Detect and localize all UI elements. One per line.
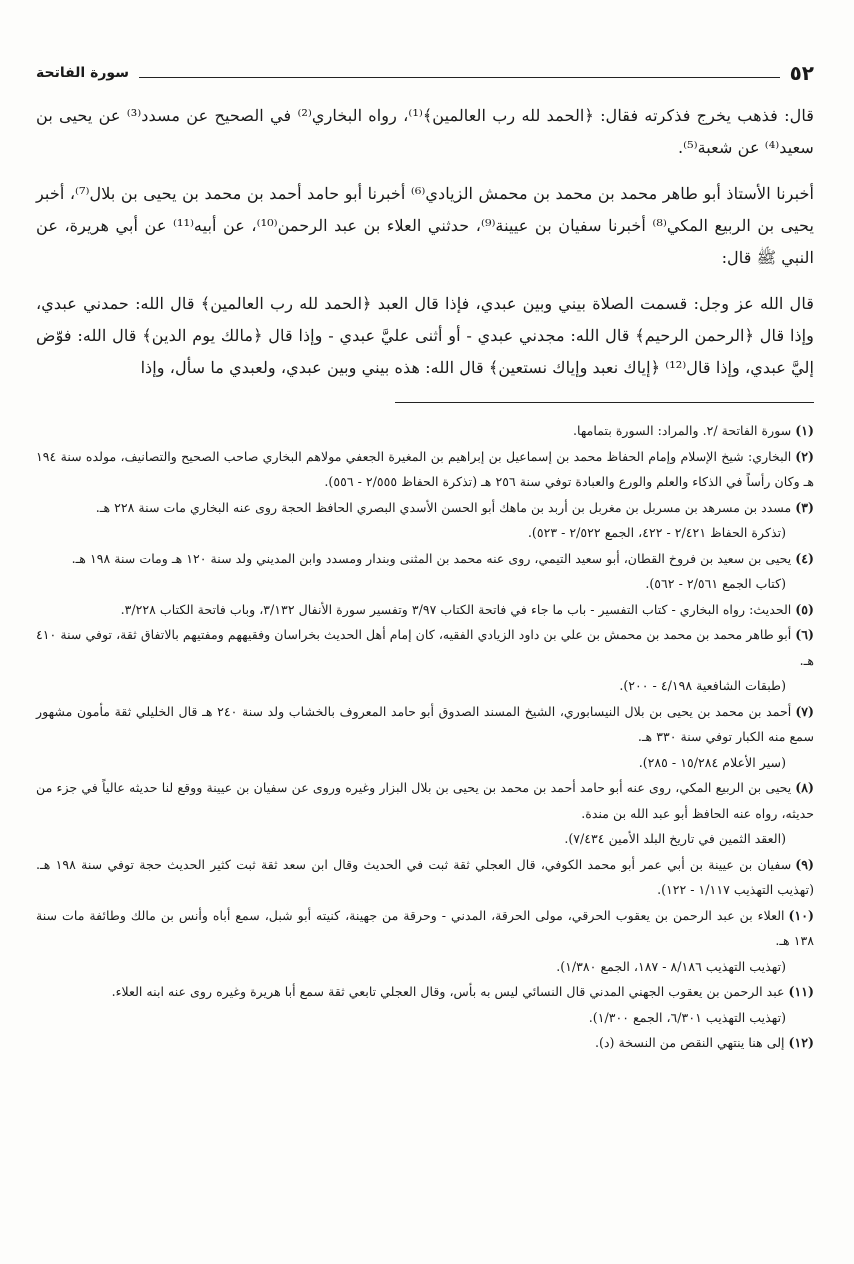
footnote-4 <box>36 546 814 572</box>
footnote-number: (٥) <box>795 601 814 617</box>
footnote-source: (تهذيب التهذيب ٦/٣٠١، الجمع ١/٣٠٠). <box>588 1009 786 1025</box>
footnote-number: (٩) <box>795 856 814 872</box>
footnote-number: (١٢) <box>788 1035 814 1050</box>
footnote-source: (طبقات الشافعية ٤/١٩٨ - ٢٠٠). <box>619 678 786 693</box>
footnote-source: (تهذيب التهذيب ٨/١٨٦ - ١٨٧، الجمع ١/٣٨٠). <box>556 958 786 974</box>
footnote-number: (١) <box>795 423 814 438</box>
footnote-number: (٨) <box>795 780 814 795</box>
footnote-text: عبد الرحمن بن يعقوب الجهني المدني قال النسائي ليس به بأس، وقال العجلي تابعي ثقة سمع أبا هريرة وغيره روى عنه ابنه العلاء. <box>111 984 785 999</box>
footnote-number: (١٠) <box>788 907 814 923</box>
footnote-text: مسدد بن مسرهد بن مسربل بن مغربل بن أربد بن ماهك أبو الحسن الأسدي البصري الحافظ الحجة روى عنه البخاري مات سنة ٢٢٨ هـ. <box>95 499 792 515</box>
footnote-1 <box>36 418 814 444</box>
footnote-text: يحيى بن الربيع المكي، روى عنه أبو حامد أحمد بن محمد بن يحيى بن بلال البزار وغيره وروى عن سفيان بن عيينة ووقع لنا حديثه عالياً في جزء من حديثه، رواه عنه الحافظ أبو عبد الله بن مندة. <box>36 780 814 821</box>
running-title: سورة الفاتحة <box>36 65 129 81</box>
footnote-number: (٢) <box>795 448 814 464</box>
footnote-12 <box>36 1030 814 1056</box>
header-rule <box>139 77 780 78</box>
footnote-source: (تذكرة الحفاظ ٢/٤٢١ - ٤٢٢، الجمع ٢/٥٢٢ - ٥٢٣). <box>527 525 786 540</box>
footnote-11 <box>36 979 814 1005</box>
footnote-10 <box>36 903 814 954</box>
footnote-text: العلاء بن عبد الرحمن بن يعقوب الحرقي، مولى الحرقة، المدني - وحرقة من جهينة، كنيته أبو شبل، سمع أباه وأنس بن مالك وطائفة مات سنة ١٣٨ هـ. <box>36 907 814 948</box>
footnote-number: (٦) <box>795 627 814 642</box>
footnotes <box>36 418 814 1056</box>
footnote-number: (٧) <box>795 703 815 719</box>
footnote-number: (٤) <box>795 550 814 566</box>
paragraph-3: قال الله عز وجل: قسمت الصلاة بيني وبين عبدي، فإذا قال العبد ﴿الحمد لله رب العالمين﴾ قال الله: حمدني عبدي، وإذا قال ﴿الرحمن الرحيم﴾ قال الله: مجدني عبدي - أو أثنى عليَّ عبدي - وإذا قال ﴿مالك يوم الدين﴾ قال الله: فوّض إليَّ عبدي، وإذا قال⁽¹²⁾ ﴿إياك نعبد وإياك نستعين﴾ قال الله: هذه بيني وبين عبدي، ولعبدي ما سأل، وإذا <box>36 294 814 377</box>
page-header <box>36 58 814 88</box>
footnote-text: أبو طاهر محمد بن محمد بن محمش بن علي بن داود الزيادي الفقيه، كان إمام أهل الحديث بخراسان وفقيههم ومفتيهم بالاتفاق ثقة، توفي سنة ٤١٠ هـ. <box>36 627 814 668</box>
main-text <box>36 100 814 398</box>
footnote-text: سفيان بن عيينة بن أبي عمر أبو محمد الكوفي، قال العجلي ثقة ثبت في الحديث وقال ابن سعد ثقة ثبت كثير الحديث حجة توفي سنة ١٩٨ هـ. (تهذيب التهذيب ١/١١٧ - ١٢٢). <box>36 856 814 897</box>
footnote-7 <box>36 699 814 750</box>
paragraph-1: قال: فذهب يخرج فذكرته فقال: ﴿الحمد لله رب العالمين﴾⁽¹⁾، رواه البخاري⁽²⁾ في الصحيح عن مسدد⁽³⁾ عن يحيى بن سعيد⁽⁴⁾ عن شعبة⁽⁵⁾. <box>36 106 815 157</box>
footnote-text: إلى هنا ينتهي النقص من النسخة (د). <box>595 1035 785 1050</box>
footnote-2 <box>36 444 814 495</box>
footnote-source: (العقد الثمين في تاريخ البلد الأمين ٧/٤٣٤). <box>564 831 786 846</box>
footnote-source: (سير الأعلام ١٥/٢٨٤ - ٢٨٥). <box>638 754 786 770</box>
page-number: ٥٢ <box>789 61 814 85</box>
footnote-3 <box>36 495 814 521</box>
footnote-text: سورة الفاتحة /٢. والمراد: السورة بتمامها. <box>573 423 792 438</box>
footnote-text: الحديث: رواه البخاري - كتاب التفسير - باب ما جاء في فاتحة الكتاب ٣/٩٧ وتفسير سورة الأنفال ٣/١٣٢، وباب فاتحة الكتاب ٣/٢٢٨. <box>120 601 792 617</box>
footnote-number: (١١) <box>788 984 814 999</box>
footnote-text: أحمد بن محمد بن يحيى بن بلال النيسابوري، الشيخ المسند الصدوق أبو حامد المعروف بالخشاب ولد سنة ٢٤٠ هـ قال الخليلي ثقة مأمون مشهور سمع منه الكبار توفي سنة ٣٣٠ هـ. <box>36 703 814 744</box>
footnote-8 <box>36 775 814 826</box>
footnote-5 <box>36 597 814 623</box>
footnote-9 <box>36 852 814 903</box>
footnote-text: البخاري: شيخ الإسلام وإمام الحفاظ محمد بن إسماعيل بن إبراهيم بن المغيرة الجعفي مولاهم البخاري صاحب الصحيح والتصانيف، مولده سنة ١٩٤ هـ وكان رأساً في الذكاء والعلم والورع والعبادة توفي سنة ٢٥٦ هـ (تذكرة الحفاظ ٢/٥٥٥ - ٥٥٦). <box>36 448 814 489</box>
footnote-6 <box>36 622 814 673</box>
footnote-number: (٣) <box>795 499 814 515</box>
footnote-text: يحيى بن سعيد بن فروخ القطان، أبو سعيد التيمي، روى عنه محمد بن المثنى وبندار ومسدد وابن المديني ولد سنة ١٢٠ هـ ومات سنة ١٩٨ هـ. <box>71 550 792 566</box>
footnote-source: (كتاب الجمع ٢/٥٦١ - ٥٦٢). <box>645 576 786 591</box>
paragraph-2: أخبرنا الأستاذ أبو طاهر محمد بن محمد بن محمش الزيادي⁽⁶⁾ أخبرنا أبو حامد أحمد بن محمد بن يحيى بن بلال⁽⁷⁾، أخبر يحيى بن الربيع المكي⁽⁸⁾ أخبرنا سفيان بن عيينة⁽⁹⁾، حدثني العلاء بن عبد الرحمن⁽¹⁰⁾، عن أبيه⁽¹¹⁾ عن أبي هريرة، عن النبي ﷺ قال: <box>36 184 814 267</box>
footnote-separator <box>395 402 814 403</box>
